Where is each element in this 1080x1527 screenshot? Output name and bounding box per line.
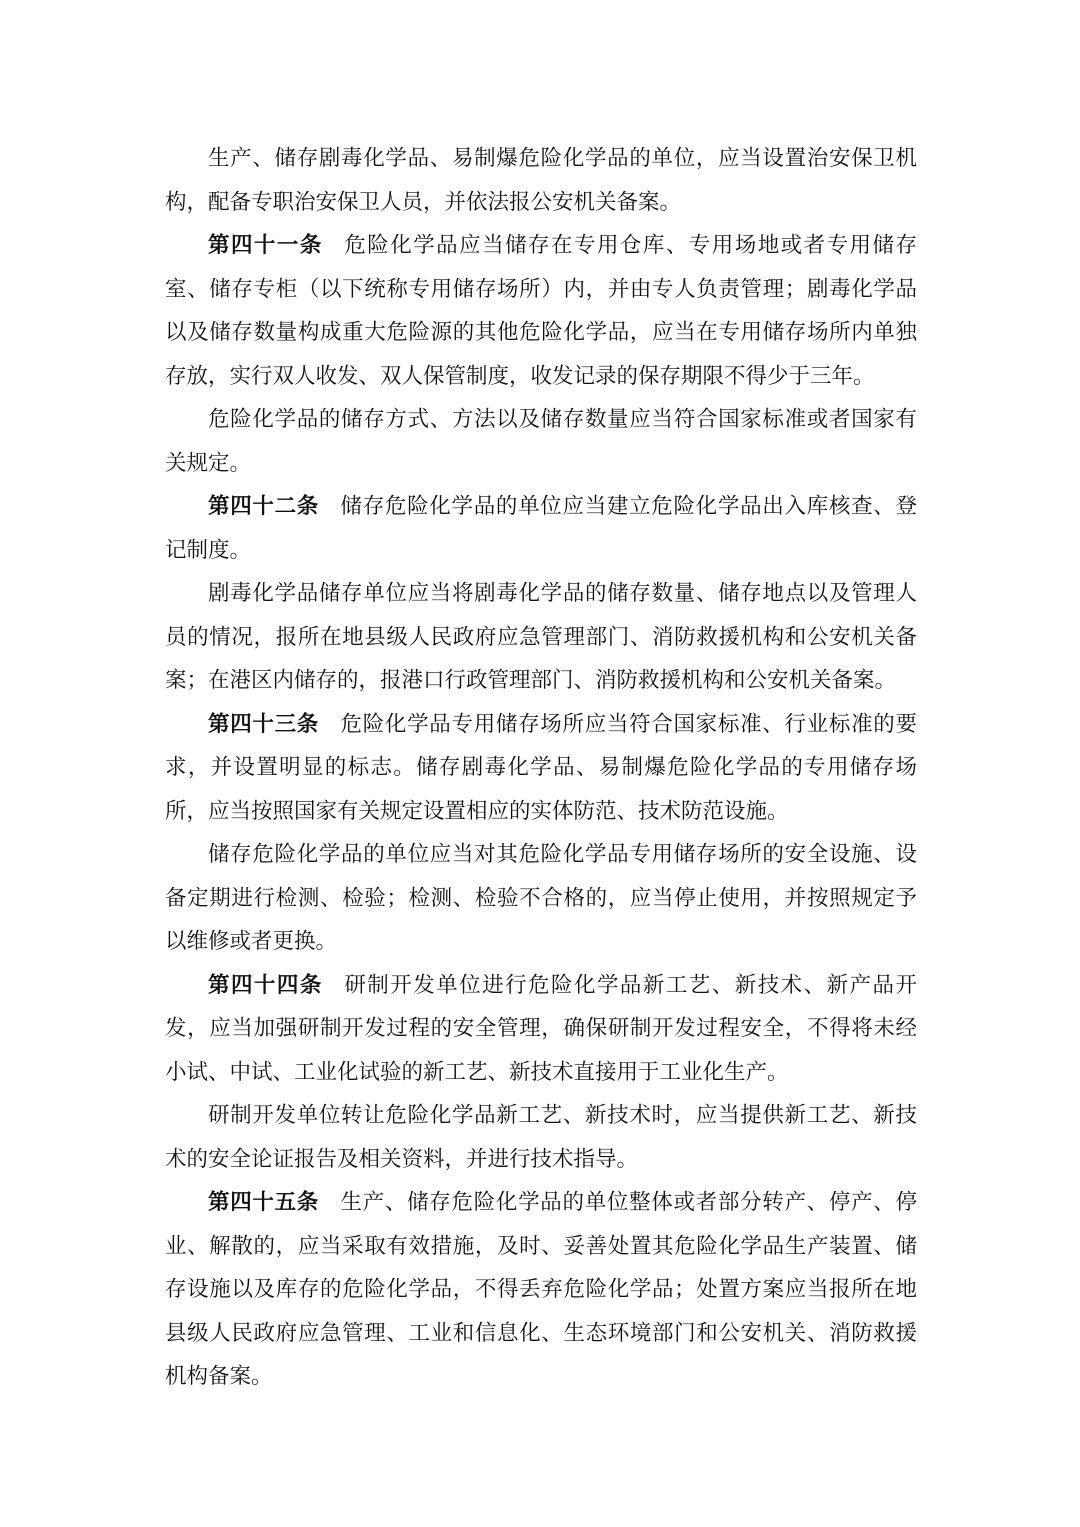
paragraph-text: 研制开发单位转让危险化学品新工艺、新技术时，应当提供新工艺、新技术的安全论证报告及相关资料，并进行技术指导。 bbox=[165, 1103, 917, 1172]
article-41 bbox=[165, 224, 917, 398]
article-45 bbox=[165, 1181, 917, 1399]
document-page bbox=[165, 137, 917, 1399]
article-number: 第四十一条 bbox=[208, 233, 323, 258]
article-number: 第四十四条 bbox=[208, 972, 323, 998]
paragraph-7 bbox=[165, 833, 917, 964]
paragraph-5 bbox=[165, 572, 917, 703]
article-42 bbox=[165, 485, 917, 572]
paragraph-9 bbox=[165, 1094, 917, 1181]
article-number: 第四十五条 bbox=[208, 1190, 319, 1215]
paragraph-text: 生产、储存危险化学品的单位整体或者部分转产、停产、停业、解散的，应当采取有效措施，及时、妥善处置其危险化学品生产装置、储存设施以及库存的危险化学品，不得丢弃危险化学品；处置方案应当报所在地县级人民政府应急管理、工业和信息化、生态环境部门和公安机关、消防救援机构备案。 bbox=[165, 1190, 917, 1389]
paragraph-text: 剧毒化学品储存单位应当将剧毒化学品的储存数量、储存地点以及管理人员的情况，报所在地县级人民政府应急管理部门、消防救援机构和公安机关备案；在港区内储存的，报港口行政管理部门、消防救援机构和公安机关备案。 bbox=[165, 581, 917, 693]
paragraph-text: 危险化学品专用储存场所应当符合国家标准、行业标准的要求，并设置明显的标志。储存剧毒化学品、易制爆危险化学品的专用储存场所，应当按照国家有关规定设置相应的实体防范、技术防范设施。 bbox=[165, 711, 917, 824]
article-number: 第四十三条 bbox=[208, 711, 319, 737]
paragraph-text: 危险化学品的储存方式、方法以及储存数量应当符合国家标准或者国家有关规定。 bbox=[165, 407, 917, 476]
paragraph-3 bbox=[165, 398, 917, 485]
article-43 bbox=[165, 703, 917, 834]
article-number: 第四十二条 bbox=[208, 494, 319, 519]
paragraph-1 bbox=[165, 137, 917, 224]
paragraph-text: 生产、储存剧毒化学品、易制爆危险化学品的单位，应当设置治安保卫机构，配备专职治安保卫人员，并依法报公安机关备案。 bbox=[165, 146, 917, 215]
paragraph-text: 储存危险化学品的单位应当对其危险化学品专用储存场所的安全设施、设备定期进行检测、检验；检测、检验不合格的，应当停止使用，并按照规定予以维修或者更换。 bbox=[165, 842, 917, 954]
paragraph-text: 危险化学品应当储存在专用仓库、专用场地或者专用储存室、储存专柜（以下统称专用储存场所）内，并由专人负责管理；剧毒化学品以及储存数量构成重大危险源的其他危险化学品，应当在专用储存场所内单独存放，实行双人收发、双人保管制度，收发记录的保存期限不得少于三年。 bbox=[165, 233, 917, 389]
article-44 bbox=[165, 964, 917, 1095]
paragraph-text: 研制开发单位进行危险化学品新工艺、新技术、新产品开发，应当加强研制开发过程的安全管理，确保研制开发过程安全，不得将未经小试、中试、工业化试验的新工艺、新技术直接用于工业化生产。 bbox=[165, 972, 917, 1085]
paragraph-text: 储存危险化学品的单位应当建立危险化学品出入库核查、登记制度。 bbox=[165, 494, 917, 563]
